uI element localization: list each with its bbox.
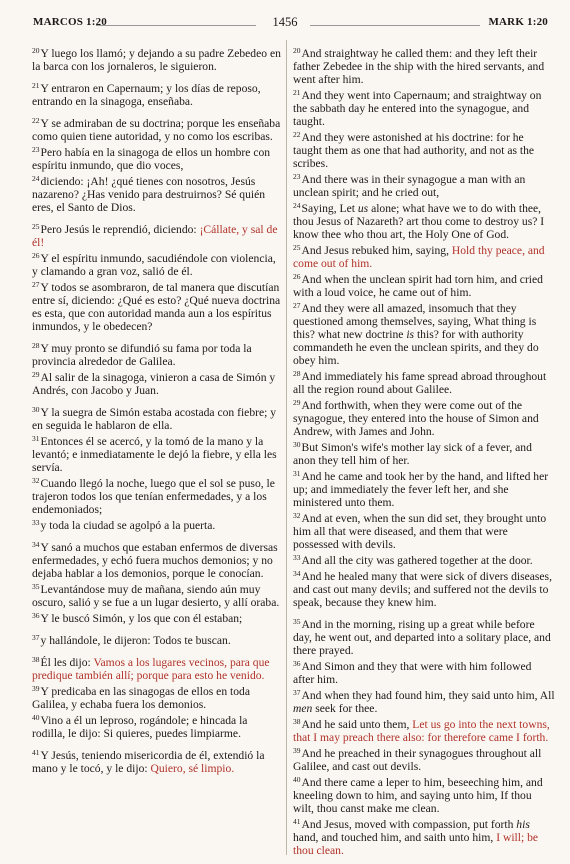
spanish-verse-36 <box>32 609 282 625</box>
verse-number: 24 <box>32 174 40 183</box>
words-of-christ: ¡Cállate, y sal de él! <box>32 223 278 249</box>
verse-text: Y el espíritu inmundo, sacudiéndole con violencia, y clamando a gran voz, salió de él. <box>32 252 276 278</box>
english-verse-38 <box>293 715 555 744</box>
english-verse-27 <box>293 299 555 367</box>
verse-number: 36 <box>293 659 301 668</box>
verse-number: 40 <box>32 713 40 722</box>
spanish-verse-38 <box>32 653 282 682</box>
words-of-christ: Vamos a los lugares vecinos, para que predique también allí; porque para esto he venido. <box>32 656 270 682</box>
verse-text: And straightway he called them: and they left their father Zebedee in the ship with the hired servants, and went after him. <box>293 47 545 86</box>
verse-number: 29 <box>32 370 40 379</box>
verse-text: And at even, when the sun did set, they brought unto him all that were diseased, and them that were possessed with devils. <box>293 512 547 551</box>
page-number: 1456 <box>272 15 298 29</box>
verse-number: 35 <box>293 617 301 626</box>
running-head-right: MARK 1:20 <box>488 16 548 28</box>
verse-number: 33 <box>293 553 301 562</box>
verse-text: Vino a él un leproso, rogándole; e hincada la rodilla, le dijo: Si quieres, puedes limpiarme. <box>32 714 248 740</box>
verse-number: 26 <box>293 272 301 281</box>
verse-number: 36 <box>32 611 40 620</box>
verse-number: 31 <box>293 469 301 478</box>
verse-number: 22 <box>32 116 40 125</box>
italic-supplied-word: is <box>406 328 415 341</box>
verse-text: Y entraron en Capernaum; y los días de reposo, entrando en la sinagoga, enseñaba. <box>32 82 261 108</box>
verse-number: 26 <box>32 251 40 260</box>
english-verse-29 <box>293 396 555 438</box>
verse-text: And forthwith, when they were come out of the synagogue, they entered into the house of Simon and Andrew, with James and John. <box>293 399 539 438</box>
verse-number: 23 <box>32 145 40 154</box>
verse-number: 21 <box>293 88 301 97</box>
verse-number: 38 <box>32 655 40 664</box>
english-verse-32 <box>293 509 555 551</box>
verse-number: 39 <box>293 746 301 755</box>
spanish-verse-32 <box>32 474 282 516</box>
verse-number: 25 <box>293 243 301 252</box>
verse-number: 41 <box>293 817 301 826</box>
spanish-verse-20 <box>32 44 282 73</box>
words-of-christ: I will; be thou clean. <box>293 831 539 857</box>
italic-supplied-word: his <box>516 818 530 831</box>
english-verse-31 <box>293 467 555 509</box>
spanish-verse-27 <box>32 278 282 333</box>
english-verse-23 <box>293 170 555 199</box>
verse-number: 20 <box>32 46 40 55</box>
verse-number: 34 <box>32 540 40 549</box>
verse-text: hand, and touched him, and saith unto him, <box>293 831 497 844</box>
verse-number: 32 <box>293 511 301 520</box>
verse-text: And he came and took her by the hand, and lifted her up; and immediately the fever left her, and she ministered unto them. <box>293 470 549 509</box>
column-divider <box>286 40 287 855</box>
page-header <box>0 14 570 36</box>
verse-text: Levantándose muy de mañana, siendo aún muy oscuro, salió y se fue a un lugar desierto, y allí oraba. <box>32 583 280 609</box>
italic-supplied-word: men <box>293 702 313 715</box>
verse-text: this? for with authority commandeth he even the unclean spirits, and they do obey him. <box>293 328 539 367</box>
verse-text: Y luego los llamó; y dejando a su padre Zebedeo en la barca con los jornaleros, le siguieron. <box>32 47 281 73</box>
verse-number: 30 <box>293 440 301 449</box>
english-verse-28 <box>293 367 555 396</box>
english-verse-26 <box>293 270 555 299</box>
verse-number: 38 <box>293 717 301 726</box>
verse-number: 24 <box>293 201 301 210</box>
spanish-verse-26 <box>32 249 282 278</box>
verse-text: And he healed many that were sick of divers diseases, and cast out many devils; and suffered not the devils to speak, because they knew him. <box>293 570 552 609</box>
english-verse-41 <box>293 815 555 857</box>
verse-text: seek for thee. <box>312 702 378 715</box>
verse-text: And in the morning, rising up a great while before day, he went out, and departed into a solitary place, and there prayed. <box>293 618 551 657</box>
verse-text: Y le buscó Simón, y los que con él estaban; <box>40 612 243 625</box>
spanish-verse-28 <box>32 339 282 368</box>
verse-text: y toda la ciudad se agolpó a la puerta. <box>40 519 216 532</box>
verse-number: 37 <box>293 688 301 697</box>
verse-text: alone; what have we to do with thee, thou Jesus of Nazareth? art thou come to destroy us? I know thee who thou art, the Holy One of God. <box>293 202 545 241</box>
verse-text: And when they had found him, they said unto him, All <box>301 689 555 702</box>
header-rule-right <box>310 25 480 26</box>
running-head-left: MARCOS 1:20 <box>33 16 108 28</box>
verse-number: 25 <box>32 222 40 231</box>
spanish-verse-37 <box>32 631 282 647</box>
verse-text: Y sanó a muchos que estaban enfermos de diversas enfermedades, y echó fuera muchos demonios; y no dejaba hablar a los demonios, porque le conocían. <box>32 541 278 580</box>
spanish-verse-21 <box>32 79 282 108</box>
verse-number: 28 <box>32 341 40 350</box>
verse-text: Saying, Let <box>301 202 358 215</box>
spanish-verse-41 <box>32 746 282 775</box>
verse-number: 21 <box>32 81 40 90</box>
english-verse-40 <box>293 773 555 815</box>
verse-text: And there came a leper to him, beseeching him, and kneeling down to him, and saying unto him, If thou wilt, thou canst make me clean. <box>293 776 543 815</box>
words-of-christ: Let us go into the next towns, that I may preach there also: for therefore came I forth. <box>293 718 550 744</box>
verse-text: y hallándole, le dijeron: Todos te buscan. <box>40 634 231 647</box>
english-verse-30 <box>293 438 555 467</box>
english-verse-21 <box>293 86 555 128</box>
verse-number: 22 <box>293 130 301 139</box>
verse-text: Y se admiraban de su doctrina; porque les enseñaba como quien tiene autoridad, y no como los escribas. <box>32 117 281 143</box>
spanish-verse-39 <box>32 682 282 711</box>
verse-number: 27 <box>32 280 40 289</box>
english-verse-24 <box>293 199 555 241</box>
spanish-verse-23 <box>32 143 282 172</box>
spanish-verse-35 <box>32 580 282 609</box>
english-verse-25 <box>293 241 555 270</box>
verse-text: Y todos se asombraron, de tal manera que discutían entre sí, diciendo: ¿Qué es esto? ¿Qué nueva doctrina es esta, que con autoridad manda aun a los espíritus inmundos, y le obedecen? <box>32 281 281 333</box>
verse-text: Y Jesús, teniendo misericordia de él, extendió la mano y le tocó, y le dijo: <box>32 749 265 775</box>
english-verse-33 <box>293 551 555 567</box>
english-column <box>293 44 555 857</box>
verse-text: Y muy pronto se difundió su fama por toda la provincia alrededor de Galilea. <box>32 342 252 368</box>
english-verse-36 <box>293 657 555 686</box>
verse-text: And Jesus, moved with compassion, put forth <box>301 818 517 831</box>
verse-text: But Simon's wife's mother lay sick of a fever, and anon they tell him of her. <box>293 441 532 467</box>
verse-text: And Simon and they that were with him followed after him. <box>293 660 532 686</box>
verse-text: Él les dijo: <box>40 656 94 669</box>
italic-supplied-word: us <box>357 202 369 215</box>
spanish-verse-29 <box>32 368 282 397</box>
english-verse-37 <box>293 686 555 715</box>
spanish-verse-31 <box>32 432 282 474</box>
verse-number: 37 <box>32 633 40 642</box>
spanish-column <box>32 44 282 775</box>
verse-number: 40 <box>293 775 301 784</box>
verse-text: Cuando llegó la noche, luego que el sol se puso, le trajeron todos los que tenían enfermedades, y a los endemoniados; <box>32 477 275 516</box>
verse-number: 33 <box>32 518 40 527</box>
verse-text: Entonces él se acercó, y la tomó de la mano y la levantó; e inmediatamente le dejó la fiebre, y ella les servía. <box>32 435 277 474</box>
verse-number: 30 <box>32 405 40 414</box>
verse-number: 27 <box>293 301 301 310</box>
verse-text: And when the unclean spirit had torn him, and cried with a loud voice, he came out of him. <box>293 273 543 299</box>
verse-text: And they were astonished at his doctrine: for he taught them as one that had authority, and not as the scribes. <box>293 131 535 170</box>
english-verse-20 <box>293 44 555 86</box>
verse-text: Al salir de la sinagoga, vinieron a casa de Simón y Andrés, con Jacobo y Juan. <box>32 371 276 397</box>
verse-number: 32 <box>32 476 40 485</box>
spanish-verse-22 <box>32 114 282 143</box>
verse-text: And he preached in their synagogues throughout all Galilee, and cast out devils. <box>293 747 542 773</box>
verse-number: 41 <box>32 748 40 757</box>
verse-text: And there was in their synagogue a man with an unclean spirit; and he cried out, <box>293 173 526 199</box>
verse-text: And they went into Capernaum; and straightway on the sabbath day he entered into the synagogue, and taught. <box>293 89 542 128</box>
verse-number: 31 <box>32 434 40 443</box>
verse-number: 28 <box>293 369 301 378</box>
verse-text: Y la suegra de Simón estaba acostada con fiebre; y en seguida le hablaron de ella. <box>32 406 277 432</box>
verse-text: And all the city was gathered together at the door. <box>301 554 533 567</box>
verse-text: And they were all amazed, insomuch that they questioned among themselves, saying, What thing is this? what new doctrine <box>293 302 537 341</box>
spanish-verse-40 <box>32 711 282 740</box>
spanish-verse-24 <box>32 172 282 214</box>
spanish-verse-25 <box>32 220 282 249</box>
verse-number: 39 <box>32 684 40 693</box>
english-verse-34 <box>293 567 555 609</box>
spanish-verse-33 <box>32 516 282 532</box>
verse-number: 20 <box>293 46 301 55</box>
spanish-verse-30 <box>32 403 282 432</box>
verse-text: And immediately his fame spread abroad throughout all the region round about Galilee. <box>293 370 547 396</box>
verse-number: 34 <box>293 569 301 578</box>
verse-number: 29 <box>293 398 301 407</box>
words-of-christ: Quiero, sé limpio. <box>150 762 235 775</box>
english-verse-39 <box>293 744 555 773</box>
verse-text: And he said unto them, <box>301 718 413 731</box>
verse-text: diciendo: ¡Ah! ¿qué tienes con nosotros, Jesús nazareno? ¿Has venido para destruirnos? Sé quién eres, el Santo de Dios. <box>32 175 266 214</box>
spanish-verse-34 <box>32 538 282 580</box>
verse-number: 23 <box>293 172 301 181</box>
english-verse-22 <box>293 128 555 170</box>
verse-text: And Jesus rebuked him, saying, <box>301 244 452 257</box>
english-verse-35 <box>293 615 555 657</box>
verse-text: Pero había en la sinagoga de ellos un hombre con espíritu inmundo, que dio voces, <box>32 146 271 172</box>
words-of-christ: Hold thy peace, and come out of him. <box>293 244 545 270</box>
verse-text: Y predicaba en las sinagogas de ellos en toda Galilea, y echaba fuera los demonios. <box>32 685 250 711</box>
verse-text: Pero Jesús le reprendió, diciendo: <box>40 223 200 236</box>
verse-number: 35 <box>32 582 40 591</box>
